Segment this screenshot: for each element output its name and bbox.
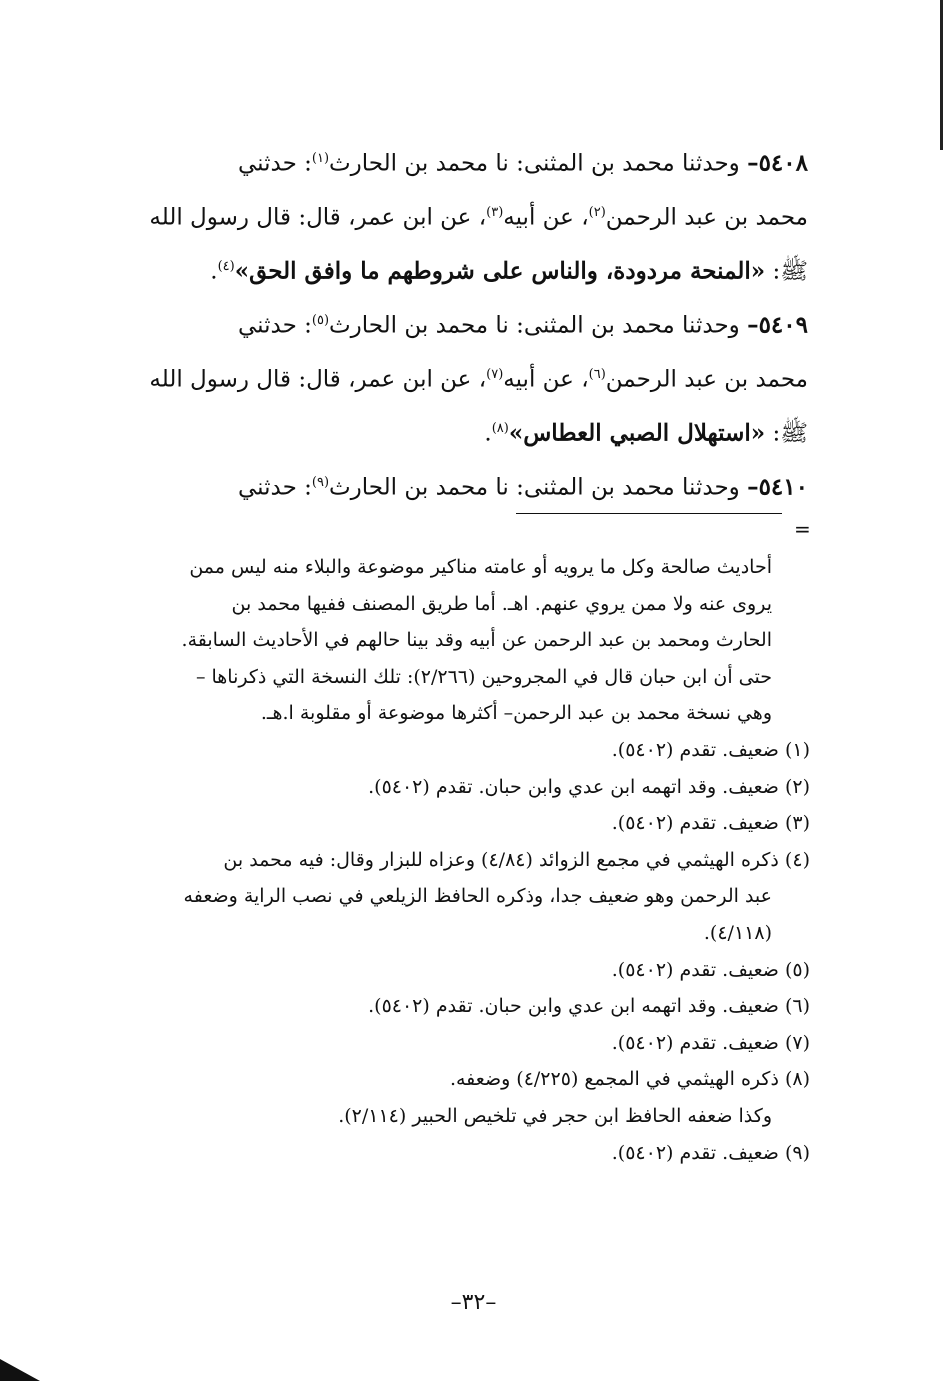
footnote-6: (٦) ضعيف. وقد اتهمه ابن عدي وابن حبان. تقدم (٥٤٠٢). bbox=[368, 995, 810, 1018]
footnote-1: (١) ضعيف. تقدم (٥٤٠٢). bbox=[611, 738, 810, 761]
footnotes-block bbox=[100, 549, 810, 1171]
hadith-text: . bbox=[484, 420, 492, 447]
footnote-2: (٢) ضعيف. وقد اتهمه ابن عدي وابن حبان. تقدم (٥٤٠٢). bbox=[368, 775, 810, 798]
hadith-text-block bbox=[100, 132, 808, 510]
hadith-5410-line-1 bbox=[100, 456, 808, 510]
footnote-ref: (١) bbox=[311, 151, 330, 166]
footnote-7: (٧) ضعيف. تقدم (٥٤٠٢). bbox=[611, 1031, 810, 1054]
footnote-ref: (٣) bbox=[486, 205, 504, 220]
hadith-5408-line-3 bbox=[100, 240, 808, 294]
footnote-4-cont: (٤/١١٨). bbox=[703, 921, 772, 944]
footnote-separator bbox=[516, 513, 782, 514]
footnote-5: (٥) ضعيف. تقدم (٥٤٠٢). bbox=[611, 958, 810, 981]
hadith-text: : حدثني bbox=[238, 150, 312, 177]
footnote-line: وهي نسخة محمد بن عبد الرحمن– أكثرها موضوعة أو مقلوبة ا.هـ. bbox=[260, 702, 772, 725]
footnote-8-cont: وكذا ضعفه الحافظ ابن حجر في تلخيص الحبير (٢/١١٤). bbox=[338, 1104, 772, 1127]
footnote-line: حتى أن ابن حبان قال في المجروحين (٢/٢٦٦): تلك النسخة التي ذكرناها – bbox=[195, 665, 772, 688]
hadith-number: ٥٤١٠– bbox=[747, 473, 808, 501]
footnote-ref: (٧) bbox=[486, 367, 504, 382]
hadith-5409-line-3 bbox=[100, 402, 808, 456]
footnote-ref: (٩) bbox=[311, 475, 330, 490]
hadith-matn: «استهلال الصبي العطاس» bbox=[508, 419, 766, 447]
hadith-5408-line-1 bbox=[100, 132, 808, 186]
footnote-line: الحارث ومحمد بن عبد الرحمن عن أبيه وقد بينا حالهم في الأحاديث السابقة. bbox=[181, 629, 772, 652]
footnote-3: (٣) ضعيف. تقدم (٥٤٠٢). bbox=[611, 812, 810, 835]
footnote-8: (٨) ذكره الهيثمي في المجمع (٤/٢٢٥) وضعفه. bbox=[449, 1068, 810, 1091]
footnote-ref: (٥) bbox=[311, 313, 330, 328]
footnote-4-cont: عبد الرحمن وهو ضعيف جدا، وذكره الحافظ الزيلعي في نصب الراية وضعفه bbox=[183, 885, 772, 908]
footnote-line: يروى عنه ولا ممن يروي عنهم. اهـ. أما طريق المصنف ففيها محمد بن bbox=[231, 592, 772, 615]
hadith-matn: «المنحة مردودة، والناس على شروطهم ما وافق الحق» bbox=[234, 257, 766, 285]
footnote-ref: (٦) bbox=[588, 367, 606, 382]
page-edge-line bbox=[940, 0, 943, 150]
hadith-text: : حدثني bbox=[238, 312, 312, 339]
footnote-9: (٩) ضعيف. تقدم (٥٤٠٢). bbox=[611, 1141, 810, 1164]
hadith-text: . bbox=[210, 258, 218, 285]
hadith-5408-line-2 bbox=[100, 186, 808, 240]
hadith-text: محمد بن عبد الرحمن bbox=[605, 366, 808, 393]
hadith-text: ، عن أبيه bbox=[503, 204, 589, 231]
hadith-text: وحدثنا محمد بن المثنى: نا محمد بن الحارث bbox=[329, 474, 748, 501]
hadith-text: ، عن ابن عمر، قال: قال رسول الله bbox=[149, 204, 487, 231]
hadith-text: وحدثنا محمد بن المثنى: نا محمد بن الحارث bbox=[329, 150, 748, 177]
hadith-text: ، عن ابن عمر، قال: قال رسول الله bbox=[149, 366, 487, 393]
page-number: –٣٢– bbox=[450, 1290, 497, 1315]
footnote-4: (٤) ذكره الهيثمي في مجمع الزوائد (٤/٨٤) وعزاه للبزار وقال: فيه محمد بن bbox=[223, 848, 810, 871]
hadith-5409-line-1 bbox=[100, 294, 808, 348]
footnote-ref: (٨) bbox=[491, 421, 509, 436]
hadith-number: ٥٤٠٩– bbox=[747, 311, 808, 339]
hadith-text: ﷺ: bbox=[765, 420, 808, 447]
hadith-number: ٥٤٠٨– bbox=[747, 149, 808, 177]
hadith-text: وحدثنا محمد بن المثنى: نا محمد بن الحارث bbox=[329, 312, 748, 339]
hadith-text: ﷺ: bbox=[765, 258, 808, 285]
hadith-text: محمد بن عبد الرحمن bbox=[605, 204, 808, 231]
hadith-text: : حدثني bbox=[238, 474, 312, 501]
continuation-mark: = bbox=[794, 517, 811, 541]
footnote-ref: (٢) bbox=[588, 205, 606, 220]
hadith-text: ، عن أبيه bbox=[503, 366, 589, 393]
hadith-5409-line-2 bbox=[100, 348, 808, 402]
corner-scan-mark bbox=[0, 1359, 40, 1381]
footnote-line: أحاديث صالحة وكل ما يرويه أو عامته مناكير موضوعة والبلاء منه ليس ممن bbox=[189, 556, 772, 578]
footnote-ref: (٤) bbox=[217, 259, 235, 274]
